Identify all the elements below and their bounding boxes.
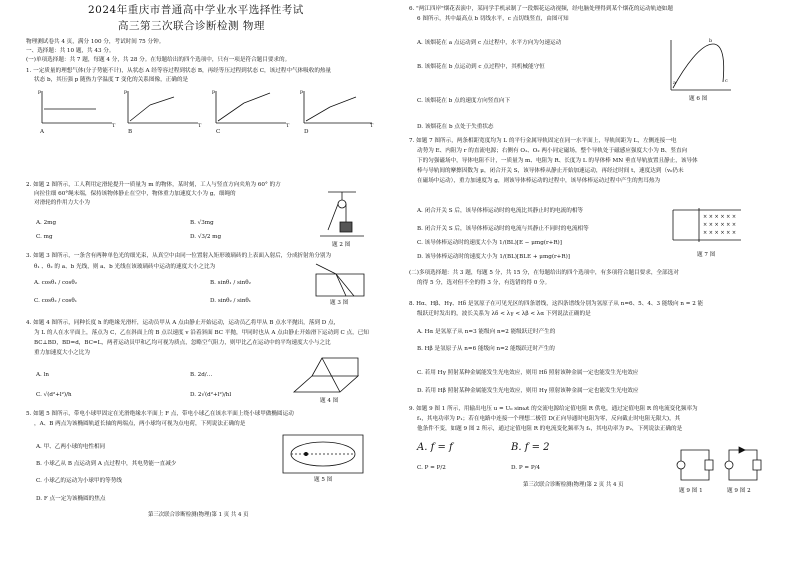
q4-line3: BC⊥BD，BD=d，BC=L，两者运动员甲和乙均可视为质点，忽略空气阻力，则甲比乙在运动中的平均速度大小与之比 <box>34 340 331 346</box>
q1-line2: 状态 b，其压强 p 随热力学温度 T 变化的关系图像，正确的是 <box>34 77 189 83</box>
q7-line5: 在磁场中运动），重力加速度为 g，则该导体棒运动的过程中，该导体棒运动过程中产生的焦耳热为 <box>417 178 661 184</box>
q5-option-d: D. F 点一定为该椭圆的焦点 <box>36 496 106 502</box>
svg-text:p: p <box>38 89 42 95</box>
q3-glass-figure <box>312 262 368 300</box>
exam-title: 2024年重庆市普通高中学业水平选择性考试 <box>88 4 304 16</box>
q2-figure-caption: 题 2 图 <box>332 242 351 248</box>
q2-option-b: B. √3mg <box>190 220 214 226</box>
q7-line4: 棒与导轨间的摩擦因数为 μ，闭合开关 S，该导体棒从静止开始加速运动，再经过时间 t，速度达到（v₀仍未 <box>417 168 684 174</box>
q7-rail-figure <box>669 204 745 250</box>
q6-trajectory-figure <box>665 36 735 94</box>
q7-figure-caption: 题 7 图 <box>697 252 716 258</box>
q4-line1: 4. 如题 4 图所示，同种长度 h 的绝缘光滑杆，运动员甲从 A 点由静止开始运动，运动员乙将甲从 B 点水平抛出，落到 D 点， <box>26 320 340 326</box>
right-page-footer: 第三次联合诊断检测(物理)第 2 页 共 4 页 <box>523 482 624 488</box>
q5-ellipse-figure <box>282 434 364 474</box>
q9-line2: f₁，其电功率为 P₁；若在电路中连接一个理想二极管 D(正向导通时电阻为零，反向截止时电阻无限大)，其 <box>417 416 681 422</box>
q5-line1: 5. 如题 5 图所示，带电小球甲固定在光滑绝缘水平面上 F 点，带电小球乙在该水平面上绕小球甲做椭圆运动 <box>26 411 294 417</box>
q9-option-a: A. f = f <box>417 442 453 453</box>
section-1-heading: 一、选择题：共 10 题，共 43 分。 <box>26 48 115 54</box>
q6-option-c: C. 该烟花在 b 点的速度方向竖直向下 <box>417 98 511 104</box>
q5-line2: ，A、B 两点为该椭圆轨道长轴的两端点，两小球均可视为点电荷，下列说法正确的是 <box>34 421 246 427</box>
q1-graphs <box>34 87 374 129</box>
q3-option-c: C. cosθ₂ / cosθ₁ <box>34 298 78 304</box>
q7-line2: 动势为 E、内阻为 r 的直流电源；右侧有 O₁、O₂ 两小同定磁场，整个导轨处于磁感应强度大小为 B、竖直向 <box>417 148 688 154</box>
q7-option-c: C. 该导体棒运动时的速度大小为 1/(BL)[E − μmg(r+R)] <box>417 240 562 246</box>
left-page-footer: 第三次联合诊断检测(物理)第 1 页 共 4 页 <box>148 512 249 518</box>
q9-option-c: C. P = P/2 <box>417 465 446 471</box>
q4-option-a: A. ln <box>36 372 49 378</box>
q4-slope-figure <box>292 354 362 396</box>
q6-line1: 6. "两江四岸"烟花表演中，某同学手机录制了一段烟花运动视频，经电脑处理得到某个烟花的运动轨迹如题 <box>409 6 673 12</box>
q7-option-b: B. 闭合开关 S 后，该导体棒运动时的电流与其静止不同时的电流相等 <box>417 226 589 232</box>
q5-figure-caption: 题 5 图 <box>314 477 333 483</box>
q1-line1: 1. 一定质量的理想气体(分子势能不计)，从状态 A 经等容过程到状态 B，再经等压过程到状态 C，该过程中气体吸收的热量 <box>26 68 332 74</box>
svg-text:b: b <box>709 38 713 44</box>
q9-circuit-2 <box>723 446 763 486</box>
q2-option-a: A. 2mg <box>36 220 57 226</box>
svg-text:p: p <box>124 89 128 95</box>
svg-text:c: c <box>725 78 728 84</box>
q2-pulley-figure <box>318 190 366 240</box>
q5-option-b: B. 小球乙从 B 点运动到 A 点过程中，其电势能一直减少 <box>36 461 177 467</box>
section-2-heading: (二)多项选择题：共 3 题，每题 5 分，共 15 分，在每题给出的四个选项中，有多项符合题目要求，全部选对 <box>409 270 679 276</box>
svg-text:× × × × × ×: × × × × × × <box>703 230 737 236</box>
svg-text:T: T <box>286 123 290 129</box>
right-page <box>397 0 794 561</box>
svg-text:a: a <box>673 80 676 86</box>
q9-figure-2-caption: 题 9 图 2 <box>727 488 751 494</box>
q8-line2: 级跃迁时发出的，波长关系为 λδ < λγ < λβ < λα 下列说法正确的是 <box>417 311 591 317</box>
q2-option-c: C. mg <box>36 234 53 240</box>
q1-label-d: D <box>304 129 309 135</box>
q2-line2: 向拉住细 60°绳末端，保持该物体静止在空中，物体重力加速度大小为 g，细绳的 <box>34 191 236 197</box>
q4-option-b: B. 2d/… <box>190 372 213 378</box>
svg-text:p: p <box>212 89 216 95</box>
q6-line2: 6 图所示，其中最高点 b 切线水平，c 点切线竖直，由图可知 <box>417 16 569 22</box>
exam-intro: 物理测试卷共 4 页，满分 100 分，考试时间 75 分钟。 <box>26 39 165 45</box>
q2-option-d: D. √3/2 mg <box>190 234 222 240</box>
svg-text:p: p <box>300 89 304 95</box>
svg-text:T: T <box>198 123 202 129</box>
q8-line1: 8. Hα、Hβ、Hγ、Hδ 是氢原子在可见光区的四条谱线，这四条谱线分别为氢原子从 n=6、5、4、3 能级向 n = 2 能 <box>409 301 704 307</box>
q8-option-d: D. 若用 Hβ 照射某种金属能发生光电效应，则用 Hγ 照射该种金属一定也能发生光电效应 <box>417 388 639 394</box>
q1-label-b: B <box>128 129 133 135</box>
q5-option-a: A. 甲、乙两小球的电性相同 <box>36 444 106 450</box>
q9-circuit-1 <box>675 446 715 486</box>
svg-text:× × × × × ×: × × × × × × <box>703 214 737 220</box>
q5-option-c: C. 小球乙的运动为小球甲的等势线 <box>36 478 122 484</box>
q9-line3: 他条件不变，如题 9 图 2 所示，通过定值电阻 R 的电流变化频率为 f₂，其电功率为 P₂，下列说法正确的是 <box>417 426 683 432</box>
q8-option-c: C. 若用 Hγ 照射某种金属能发生光电效应，则用 Hδ 照射该种金属一定也能发生光电效应 <box>417 370 639 376</box>
q6-figure-caption: 题 6 图 <box>689 96 708 102</box>
q2-line3: 对滑轮的作用力大小为 <box>34 200 90 206</box>
q1-label-a: A <box>40 129 45 135</box>
svg-text:T: T <box>112 123 116 129</box>
q3-option-a: A. cosθ₁ / cosθ₂ <box>34 280 77 286</box>
q4-figure-caption: 题 4 图 <box>320 398 339 404</box>
q7-line1: 7. 如题 7 图所示，两条相距宽度均为 L 的平行金属导轨固定在同一水平面上，导轨间距为 L，左侧连接一电 <box>409 138 677 144</box>
q3-line2: θ₁ 、θ₂ 的 a、b 光线，则 a、b 光线在该玻璃砖中运动的速度大小之比为 <box>34 264 216 270</box>
q7-line3: 下的匀强磁场中，导体电阻不计，一质量为 m、电阻为 R、长度为 L 的导体棒 MN 垂直导轨放置且静止，该导体 <box>417 158 698 164</box>
q1-label-c: C <box>216 129 221 135</box>
q9-option-b: B. f = 2 <box>511 442 550 453</box>
svg-text:× × × × × ×: × × × × × × <box>703 222 737 228</box>
q2-line1: 2. 如题 2 图所示，工人利用定滑轮提升一质量为 m 的物体，某时刻，工人与竖直方向夹角为 60° 的方 <box>26 182 281 188</box>
q6-option-b: B. 该烟花在 b 点运动到 c 点过程中，其机械能守恒 <box>417 64 545 70</box>
q9-option-d: D. P = P/4 <box>511 465 541 471</box>
q7-option-d: D. 该导体棒运动时的速度大小为 1/(BL)[BLE + μmg(r+R)] <box>417 254 570 260</box>
q4-option-c: C. √(d²+l²)/h <box>36 392 72 398</box>
q3-option-b: B. sinθ₁ / sinθ₂ <box>210 280 251 286</box>
q4-option-d: D. 2√(d²+l²)/hl <box>190 392 232 398</box>
q8-option-b: B. Hβ 是氢原子从 n=6 能级向 n=2 能级跃迁时产生的 <box>417 346 555 352</box>
section-2-heading-cont: 的得 5 分，选对但不全的得 3 分，有选错的得 0 分。 <box>417 280 551 286</box>
q4-line4: 重力加速度大小之比为 <box>34 350 90 356</box>
q3-line1: 3. 如题 3 图所示，一条含有两种单色光的细光束，从真空中由同一位置射入矩形玻璃砖的上表面入射后，分成折射角分别为 <box>26 253 332 259</box>
section-1a-heading: (一)单项选择题：共 7 题，每题 4 分，共 28 分。在每题给出的四个选项中，只有一项是符合题目要求的。 <box>26 57 291 63</box>
q8-option-a: A. Hα 是氢原子从 n=3 能级向 n=2 能级跃迁时产生的 <box>417 329 556 335</box>
q9-figure-1-caption: 题 9 图 1 <box>679 488 703 494</box>
q7-option-a: A. 闭合开关 S 后，该导体棒运动时的电流比其静止时的电流的相等 <box>417 208 584 214</box>
q6-option-a: A. 该烟花在 a 点运动到 c 点过程中，水平方向为匀速运动 <box>417 40 562 46</box>
q3-option-d: D. sinθ₂ / sinθ₁ <box>210 298 252 304</box>
q4-line2: 为 L 的人在水平面上，落点为 C，乙在斜面上的 B 点以速度 v 沿着斜面 BC 平抛，甲同时也从 A 点由静止开始滑下运动到 C 点，已知 <box>34 330 369 336</box>
svg-text:T: T <box>370 123 374 129</box>
q9-line1: 9. 如题 9 图 1 所示，用输出电压 u = U₀ sinωt 的交流电源给定值电阻 R 供电，通过定值电阻 R 的电流变化频率为 <box>409 406 698 412</box>
q6-option-d: D. 该烟花在 b 点处于失重状态 <box>417 124 494 130</box>
exam-subtitle: 高三第三次联合诊断检测 物理 <box>118 20 265 32</box>
q3-figure-caption: 题 3 图 <box>330 300 349 306</box>
